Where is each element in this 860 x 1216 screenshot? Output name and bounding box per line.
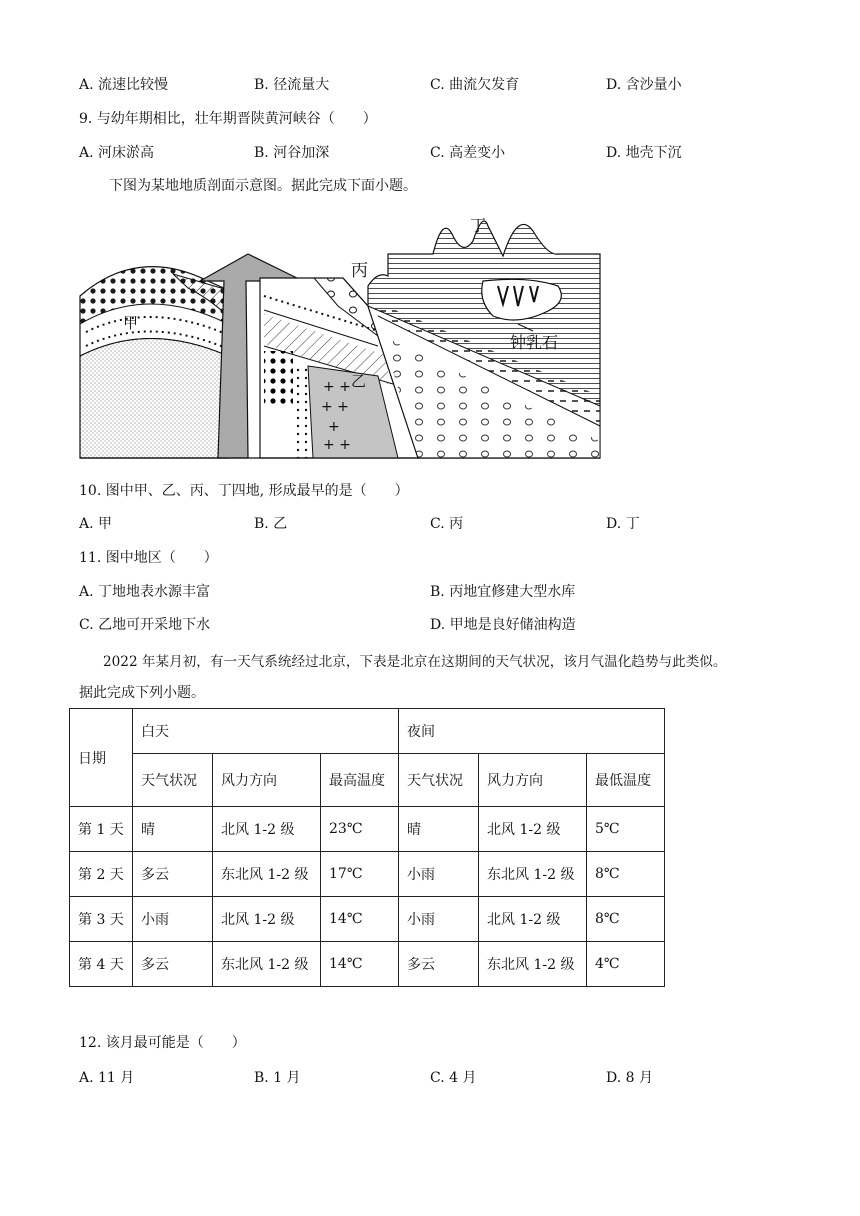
table-cell: 第 3 天	[70, 897, 133, 942]
q8-option-c: C. 曲流欠发育	[430, 77, 520, 93]
day-header: 白天	[133, 709, 399, 754]
table-cell: 东北风 1-2 级	[479, 942, 587, 987]
label-bing: 丙	[351, 261, 368, 281]
table-cell: 多云	[133, 852, 213, 897]
q11-option-b: B. 丙地宜修建大型水库	[430, 584, 576, 600]
table-cell: 14℃	[321, 897, 399, 942]
table-row	[70, 807, 665, 852]
q9-option-a: A. 河床淤高	[79, 145, 155, 161]
table-cell: 第 1 天	[70, 807, 133, 852]
q9-option-d: D. 地壳下沉	[606, 145, 682, 161]
date-header: 日期	[70, 709, 133, 807]
q12-option-c: C. 4 月	[430, 1070, 477, 1086]
sub-header-day-weather: 天气状况	[133, 754, 213, 807]
table-cell: 多云	[399, 942, 479, 987]
table-cell: 小雨	[399, 897, 479, 942]
table-cell: 小雨	[399, 852, 479, 897]
label-jia: 甲	[123, 314, 139, 332]
table-cell: 小雨	[133, 897, 213, 942]
q8-option-a: A. 流速比较慢	[79, 77, 169, 93]
table-cell: 14℃	[321, 942, 399, 987]
table-row	[70, 942, 665, 987]
geologic-cross-section-diagram	[78, 206, 603, 460]
table-row	[70, 852, 665, 897]
table-cell: 北风 1-2 级	[479, 897, 587, 942]
table-cell: 北风 1-2 级	[213, 807, 321, 852]
q9-option-b: B. 河谷加深	[254, 145, 330, 161]
sub-header-night-weather: 天气状况	[399, 754, 479, 807]
table-cell: 晴	[133, 807, 213, 852]
svg-text:+ +: + +	[323, 437, 351, 453]
svg-text:+ +: + +	[323, 379, 351, 395]
anticline-block	[80, 267, 228, 458]
q10-option-b: B. 乙	[254, 516, 288, 532]
q9-option-c: C. 高差变小	[430, 145, 506, 161]
weather-table	[69, 708, 665, 987]
label-stalactite: 钟乳石	[510, 333, 559, 352]
weather-intro-line2: 据此完成下列小题。	[79, 685, 205, 701]
q8-option-b: B. 径流量大	[254, 77, 330, 93]
table-cell: 东北风 1-2 级	[213, 852, 321, 897]
sub-header-min-temp: 最低温度	[587, 754, 665, 807]
svg-text:+ +: + +	[321, 399, 349, 415]
table-cell: 第 4 天	[70, 942, 133, 987]
table-cell: 4℃	[587, 942, 665, 987]
q12-option-b: B. 1 月	[254, 1070, 301, 1086]
geology-intro: 下图为某地地质剖面示意图。据此完成下面小题。	[109, 178, 417, 194]
q10-option-d: D. 丁	[606, 516, 640, 532]
sub-header-max-temp: 最高温度	[321, 754, 399, 807]
table-cell: 8℃	[587, 852, 665, 897]
table-cell: 北风 1-2 级	[479, 807, 587, 852]
sub-header-day-wind: 风力方向	[213, 754, 321, 807]
table-cell: 17℃	[321, 852, 399, 897]
q12-option-d: D. 8 月	[606, 1070, 653, 1086]
label-yi: 乙	[351, 372, 367, 390]
table-cell: 东北风 1-2 级	[479, 852, 587, 897]
table-cell: 晴	[399, 807, 479, 852]
weather-intro-line1: 2022 年某月初，有一天气系统经过北京，下表是北京在这期间的天气状况，该月气温化趋势与此类似。	[103, 654, 727, 670]
q12-stem: 12. 该月最可能是（ ）	[79, 1035, 246, 1051]
q8-option-d: D. 含沙量小	[606, 77, 682, 93]
table-cell: 北风 1-2 级	[213, 897, 321, 942]
q12-option-a: A. 11 月	[79, 1070, 135, 1086]
q11-option-c: C. 乙地可开采地下水	[79, 617, 211, 633]
table-cell: 多云	[133, 942, 213, 987]
table-row	[70, 897, 665, 942]
q11-option-d: D. 甲地是良好储油构造	[430, 617, 576, 633]
q11-stem: 11. 图中地区（ ）	[79, 550, 218, 566]
q10-stem: 10. 图中甲、乙、丙、丁四地, 形成最早的是（ ）	[79, 483, 409, 499]
table-cell: 东北风 1-2 级	[213, 942, 321, 987]
q9-stem: 9. 与幼年期相比，壮年期晋陕黄河峡谷（ ）	[79, 111, 377, 127]
q10-option-c: C. 丙	[430, 516, 464, 532]
q11-option-a: A. 丁地地表水源丰富	[79, 584, 211, 600]
sub-header-night-wind: 风力方向	[479, 754, 587, 807]
q10-option-a: A. 甲	[79, 516, 113, 532]
night-header: 夜间	[399, 709, 665, 754]
table-cell: 第 2 天	[70, 852, 133, 897]
table-cell: 5℃	[587, 807, 665, 852]
table-cell: 8℃	[587, 897, 665, 942]
table-cell: 23℃	[321, 807, 399, 852]
label-ding: 丁	[470, 216, 487, 235]
svg-text:+: +	[328, 419, 340, 435]
